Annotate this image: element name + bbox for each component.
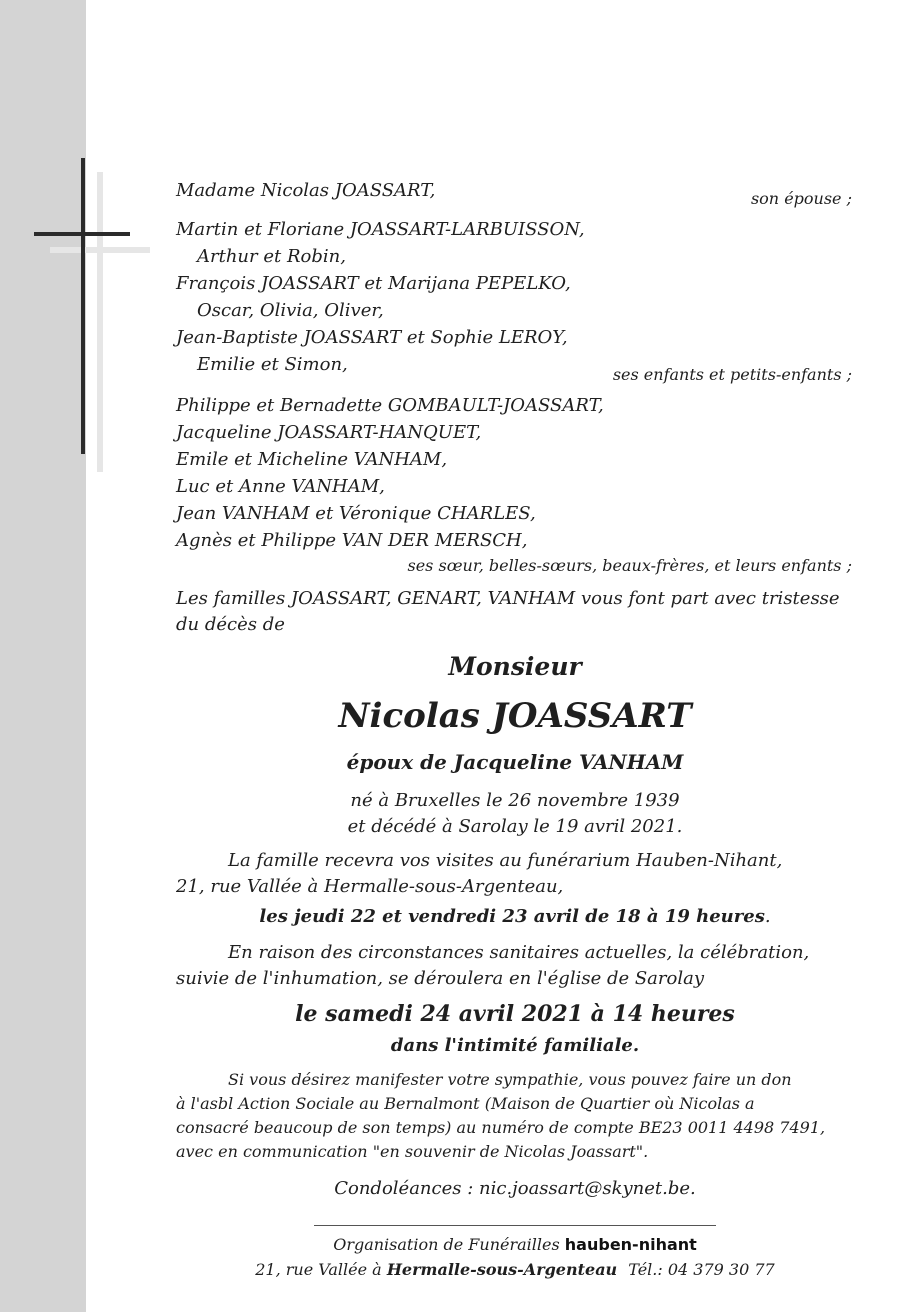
ceremony-date: le samedi 24 avril 2021 à 14 heures bbox=[295, 1001, 735, 1027]
visits-address: 21, rue Vallée à Hermalle-sous-Argenteau, bbox=[176, 876, 564, 897]
family-line: Agnès et Philippe VAN DER MERSCH, bbox=[176, 530, 528, 551]
deceased-name: Nicolas JOASSART bbox=[338, 696, 692, 736]
family-line: Arthur et Robin, bbox=[197, 246, 346, 267]
divider bbox=[314, 1225, 716, 1226]
family-line: Emilie et Simon, bbox=[197, 354, 348, 375]
donation-line: à l'asbl Action Sociale au Bernalmont (Maison de Quartier où Nicolas a bbox=[176, 1094, 755, 1113]
ceremony-line: En raison des circonstances sanitaires actuelles, la célébration, bbox=[228, 942, 810, 963]
family-line: Martin et Floriane JOASSART-LARBUISSON, bbox=[176, 219, 585, 240]
family-line: Emile et Micheline VANHAM, bbox=[176, 449, 448, 470]
footer-address: 21, rue Vallée à Hermalle-sous-Argenteau Tél.: 04 379 30 77 bbox=[255, 1260, 775, 1279]
announcement-line: Les familles JOASSART, GENART, VANHAM vous font part avec tristesse bbox=[176, 588, 840, 609]
children-relation: ses enfants et petits-enfants ; bbox=[612, 365, 852, 384]
honorific: Monsieur bbox=[448, 652, 582, 681]
family-line: Philippe et Bernadette GOMBAULT-JOASSART, bbox=[176, 395, 604, 416]
family-line: Jean-Baptiste JOASSART et Sophie LEROY, bbox=[176, 327, 568, 348]
visits-line: La famille recevra vos visites au funérarium Hauben-Nihant, bbox=[228, 850, 783, 871]
ceremony-privacy: dans l'intimité familiale. bbox=[390, 1035, 640, 1056]
ceremony-line: suivie de l'inhumation, se déroulera en l'église de Sarolay bbox=[176, 968, 705, 989]
spouse-relation: son épouse ; bbox=[750, 189, 852, 208]
family-line: François JOASSART et Marijana PEPELKO, bbox=[176, 273, 571, 294]
family-line: Oscar, Olivia, Oliver, bbox=[197, 300, 384, 321]
donation-line: avec en communication "en souvenir de Nicolas Joassart". bbox=[176, 1142, 649, 1161]
family-line: Jacqueline JOASSART-HANQUET, bbox=[176, 422, 482, 443]
visits-times-text: les jeudi 22 et vendredi 23 avril de 18 à 19 heures bbox=[259, 906, 765, 927]
cross-icon bbox=[34, 158, 134, 458]
family-line: Luc et Anne VANHAM, bbox=[176, 476, 385, 497]
family-line: Jean VANHAM et Véronique CHARLES, bbox=[176, 503, 536, 524]
spouse-of: époux de Jacqueline VANHAM bbox=[346, 750, 684, 774]
birth-info: né à Bruxelles le 26 novembre 1939 bbox=[350, 790, 680, 811]
donation-line: Si vous désirez manifester votre sympathie, vous pouvez faire un don bbox=[228, 1070, 792, 1089]
announcement-line: du décès de bbox=[176, 614, 285, 635]
footer-town: Hermalle-sous-Argenteau bbox=[386, 1260, 618, 1279]
visits-times: les jeudi 22 et vendredi 23 avril de 18 à 19 heures. bbox=[259, 906, 771, 927]
footer-organisation: Organisation de Funérailles hauben-nihant bbox=[333, 1235, 697, 1254]
hauben-nihant-logo: hauben-nihant bbox=[564, 1235, 697, 1254]
spouse-name: Madame Nicolas JOASSART, bbox=[176, 180, 436, 201]
donation-line: consacré beaucoup de son temps) au numéro de compte BE23 0011 4498 7491, bbox=[176, 1118, 826, 1137]
death-info: et décédé à Sarolay le 19 avril 2021. bbox=[347, 816, 683, 837]
footer-phone: Tél.: 04 379 30 77 bbox=[628, 1260, 775, 1279]
siblings-relation: ses sœur, belles-sœurs, beaux-frères, et leurs enfants ; bbox=[407, 556, 852, 575]
condolences: Condoléances : nic.joassart@skynet.be. bbox=[334, 1178, 696, 1199]
